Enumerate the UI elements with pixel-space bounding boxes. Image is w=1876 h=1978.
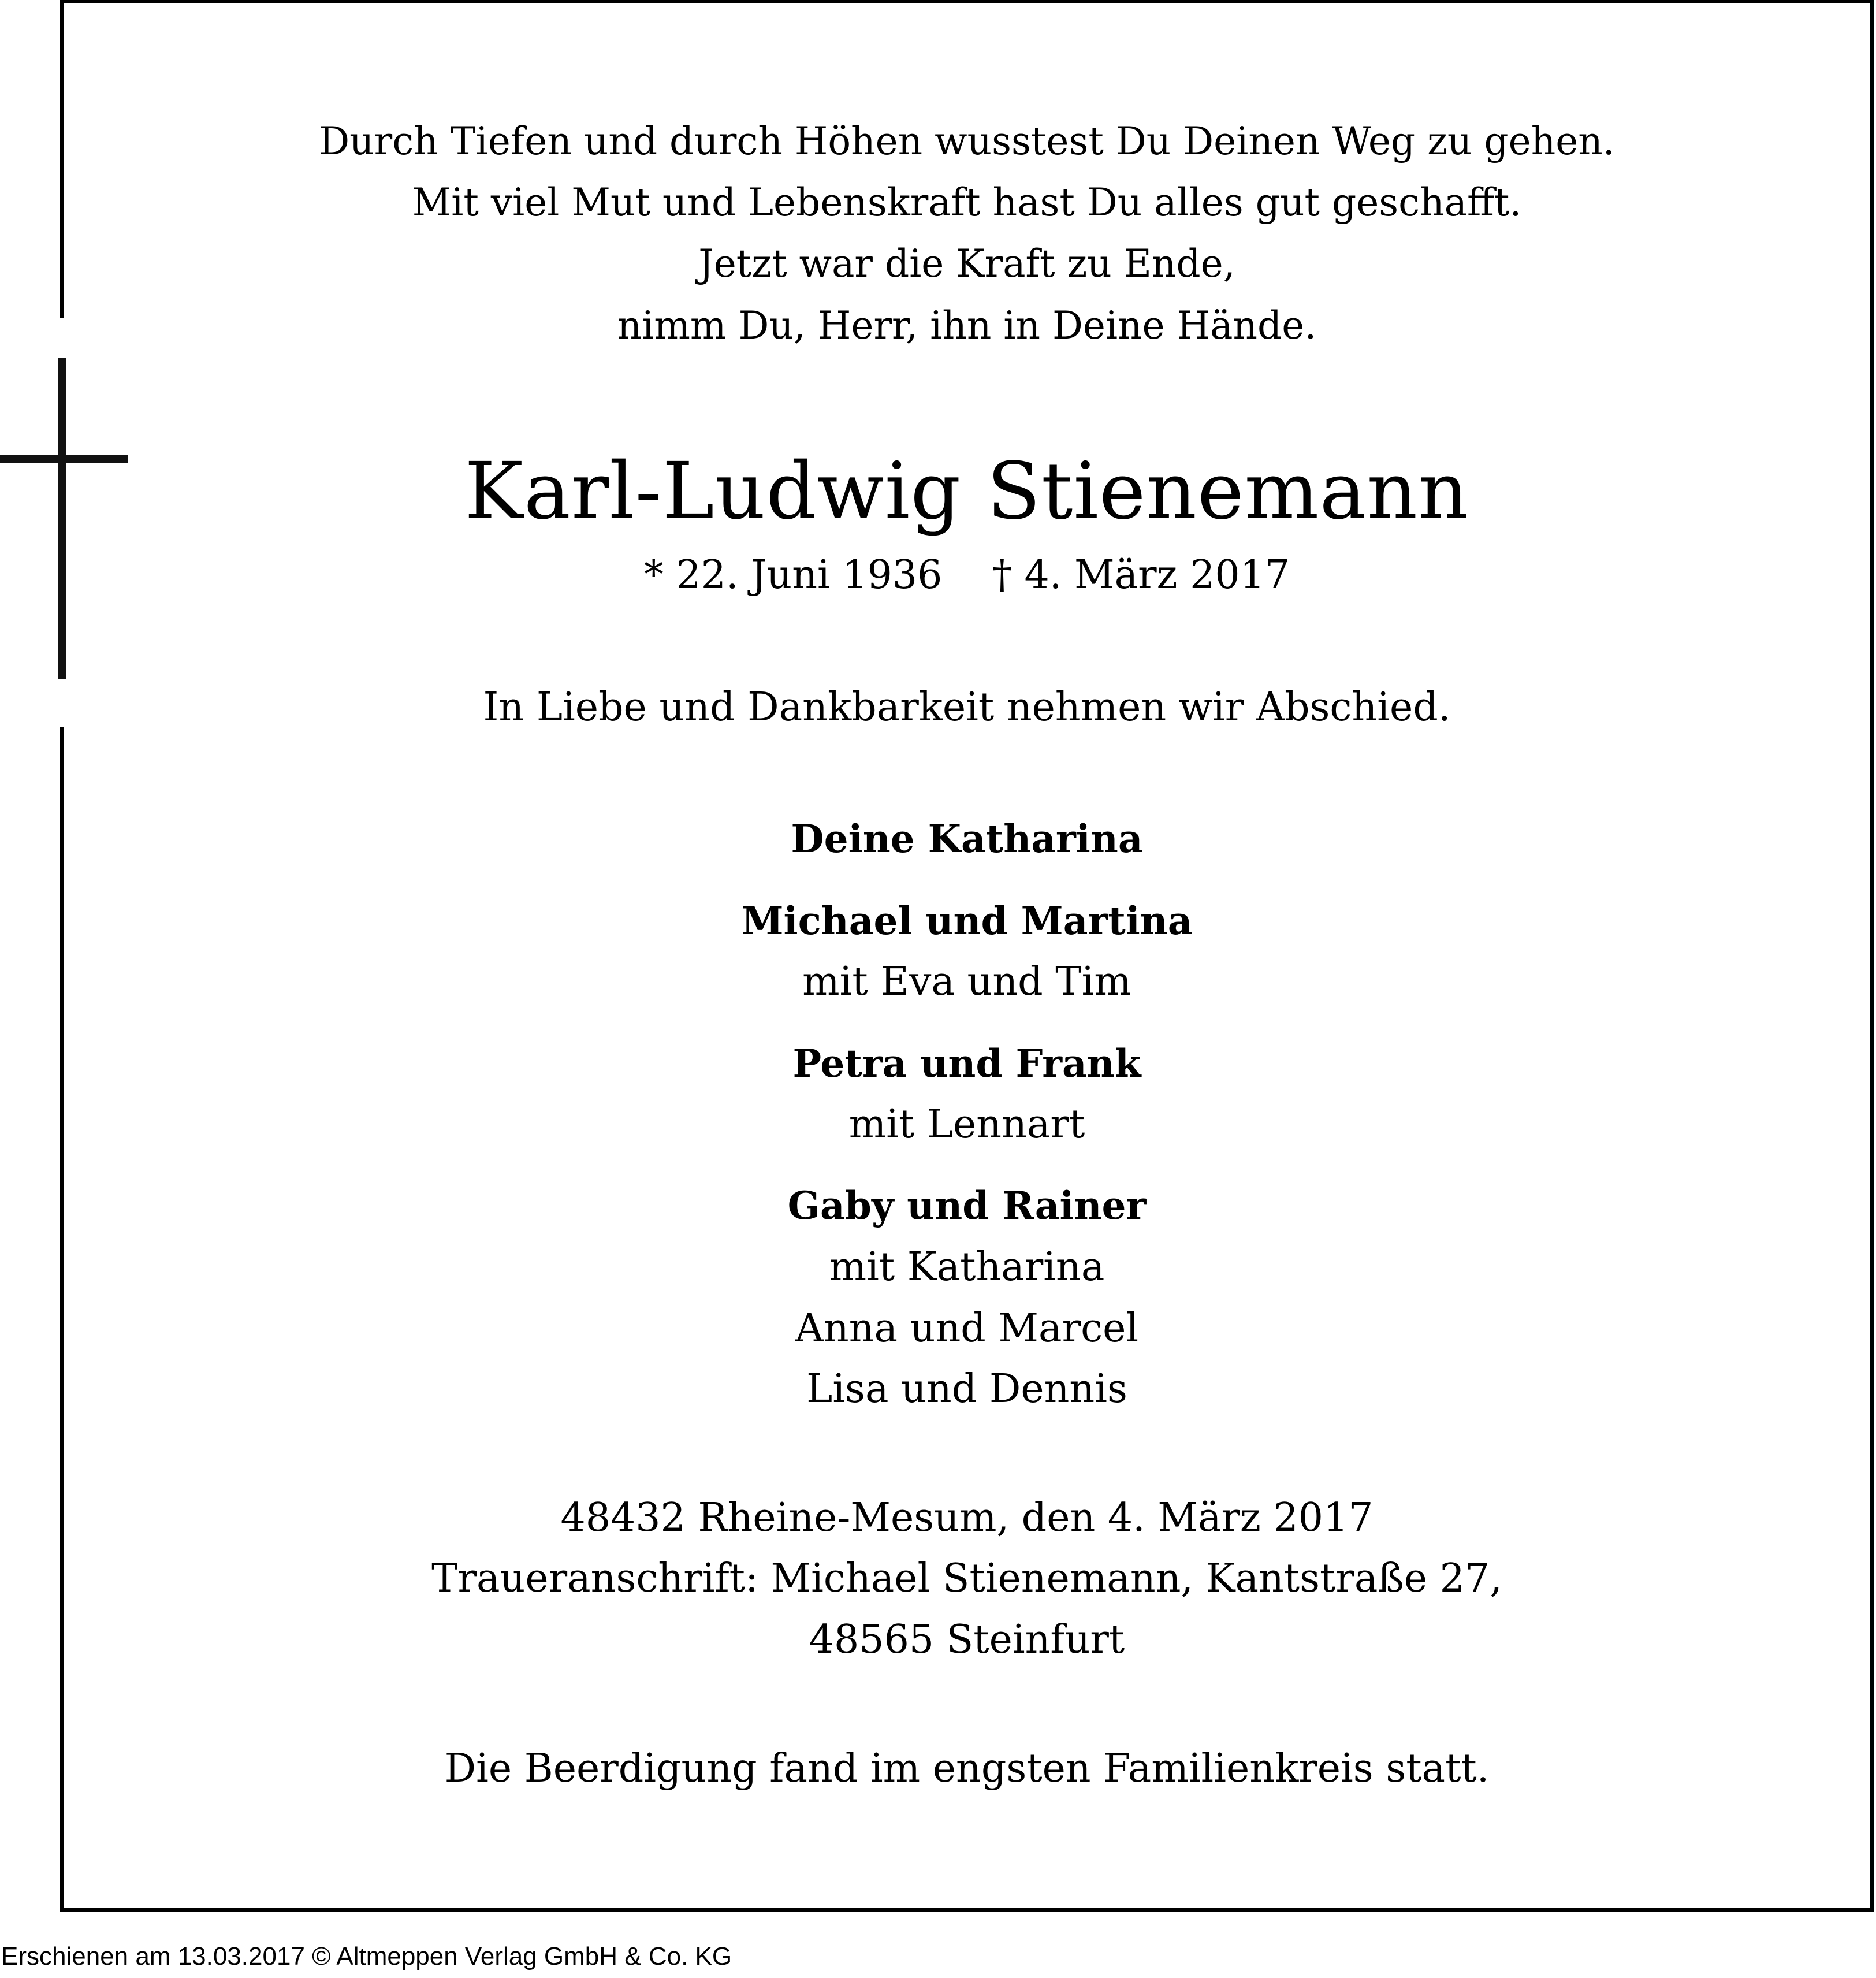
mourner-children: Lisa und Dennis: [806, 1366, 1127, 1412]
publication-footer: Erschienen am 13.03.2017 © Altmeppen Verlag GmbH & Co. KG: [1, 1942, 732, 1970]
place-and-date: 48432 Rheine-Mesum, den 4. März 2017: [560, 1495, 1374, 1541]
mourner-family: Michael und Martina: [741, 898, 1193, 943]
mourner-spouse: Deine Katharina: [791, 816, 1143, 861]
frame-bottom-border: [60, 1908, 1874, 1912]
mourning-address-city: 48565 Steinfurt: [809, 1617, 1125, 1663]
burial-note: Die Beerdigung fand im engsten Familienkreis statt.: [444, 1746, 1490, 1791]
frame-right-border: [1870, 0, 1874, 1912]
mourner-family: Petra und Frank: [792, 1041, 1141, 1086]
poem-line: Jetzt war die Kraft zu Ende,: [698, 241, 1235, 286]
poem-line: Durch Tiefen und durch Höhen wusstest Du Deinen Weg zu gehen.: [319, 119, 1615, 163]
frame-top-border: [60, 0, 1874, 3]
mourner-family: Gaby und Rainer: [787, 1183, 1147, 1228]
deceased-name: Karl-Ludwig Stienemann: [464, 446, 1469, 537]
mourner-children: mit Lennart: [848, 1102, 1085, 1147]
life-dates: * 22. Juni 1936 † 4. März 2017: [643, 552, 1290, 598]
mourner-children: Anna und Marcel: [795, 1306, 1139, 1351]
poem-line: nimm Du, Herr, ihn in Deine Hände.: [617, 303, 1317, 348]
mourner-children: mit Katharina: [829, 1244, 1105, 1290]
mourner-children: mit Eva und Tim: [802, 959, 1131, 1005]
poem-line: Mit viel Mut und Lebenskraft hast Du alles gut geschafft.: [412, 180, 1522, 225]
mourning-address: Traueranschrift: Michael Stienemann, Kantstraße 27,: [431, 1556, 1502, 1601]
farewell-text: In Liebe und Dankbarkeit nehmen wir Abschied.: [483, 685, 1451, 730]
